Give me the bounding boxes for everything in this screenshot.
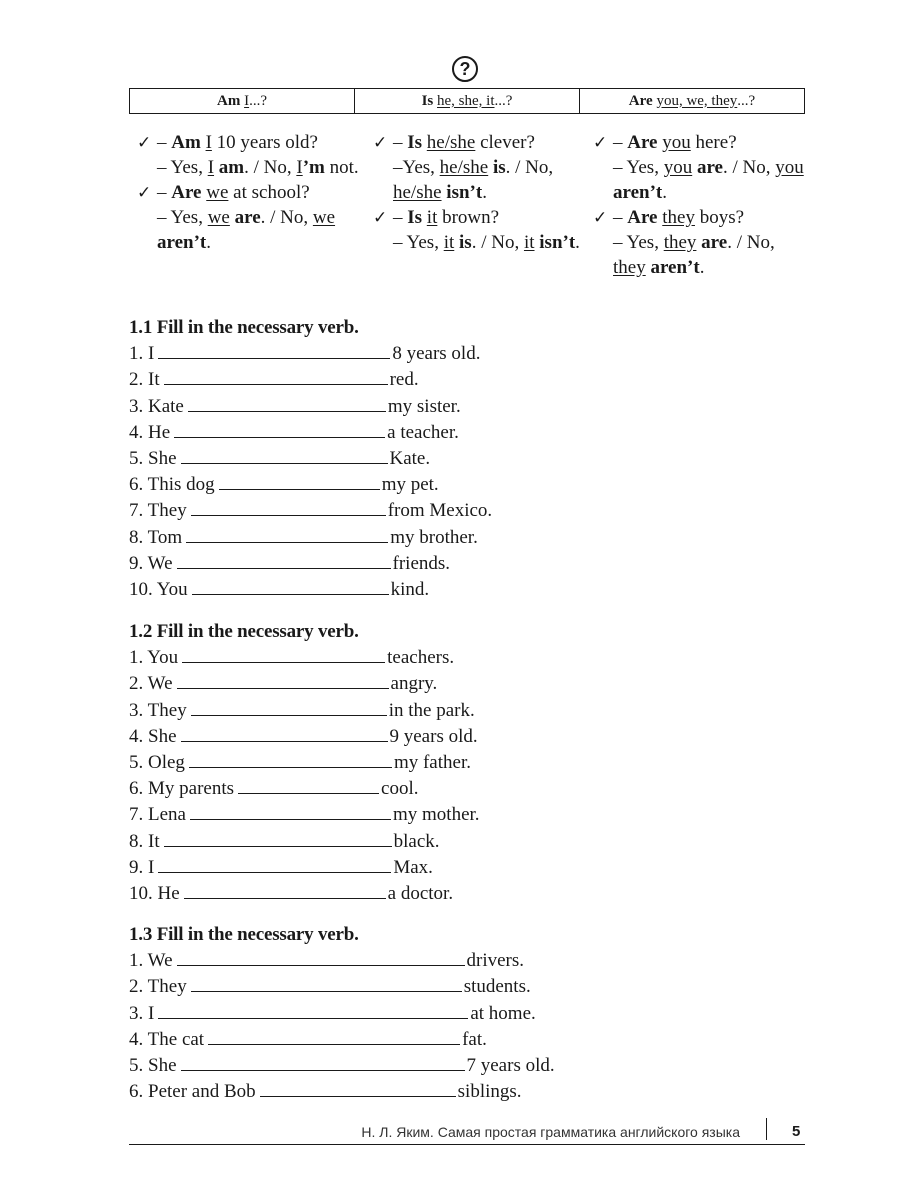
answer-blank[interactable] (186, 524, 388, 543)
header-verb: Is (421, 92, 434, 109)
answer-blank[interactable] (164, 366, 388, 385)
item-subject: 3. They (129, 699, 187, 721)
exercise-item (129, 854, 480, 880)
item-rest: a doctor. (387, 883, 454, 905)
examples-column-are (593, 130, 808, 280)
exercise-1-1 (129, 315, 492, 602)
exercise-item (129, 524, 492, 550)
checkmark-icon: ✓ (137, 133, 152, 152)
item-subject: 7. They (129, 500, 187, 522)
answer-blank[interactable] (191, 497, 386, 516)
item-rest: teachers. (387, 647, 455, 669)
answer-blank[interactable] (177, 550, 391, 569)
exercise-item (129, 697, 480, 723)
footer-book-title: Н. Л. Яким. Самая простая грамматика английского языка (361, 1124, 740, 1140)
exercise-item (129, 973, 555, 999)
example-question: ✓ – Are you here? (593, 132, 737, 153)
checkmark-icon: ✓ (593, 133, 608, 152)
item-rest: angry. (390, 673, 438, 695)
example-answer: – Yes, it is. / No, it isn’t. (393, 232, 580, 253)
item-subject: 1. You (129, 647, 179, 669)
checkmark-icon: ✓ (373, 208, 388, 227)
examples-column-am (137, 130, 367, 255)
item-subject: 10. You (129, 579, 188, 601)
exercise-item (129, 644, 480, 670)
item-rest: Max. (393, 856, 433, 878)
header-verb: Am (217, 92, 241, 109)
answer-blank[interactable] (158, 854, 391, 873)
item-rest: from Mexico. (387, 500, 493, 522)
answer-blank[interactable] (181, 1052, 465, 1071)
exercise-item (129, 775, 480, 801)
exercise-item (129, 445, 492, 471)
example-answer: –Yes, he/she is. / No, he/she isn’t. (393, 157, 554, 203)
exercise-item (129, 366, 492, 392)
exercise-item (129, 670, 480, 696)
checkmark-icon: ✓ (593, 208, 608, 227)
answer-blank[interactable] (208, 1026, 460, 1045)
item-subject: 8. It (129, 830, 160, 852)
header-verb: Are (628, 92, 653, 109)
exercise-item (129, 1078, 555, 1104)
item-rest: red. (389, 369, 419, 391)
answer-blank[interactable] (192, 576, 389, 595)
item-rest: friends. (392, 552, 451, 574)
item-rest: my sister. (387, 395, 461, 417)
item-subject: 5. Oleg (129, 752, 185, 774)
footer-divider (766, 1118, 767, 1140)
answer-blank[interactable] (177, 670, 389, 689)
answer-blank[interactable] (219, 471, 380, 490)
item-rest: at home. (470, 1002, 536, 1024)
item-subject: 6. Peter and Bob (129, 1081, 256, 1103)
question-mark-icon: ? (452, 56, 478, 82)
exercise-item (129, 1000, 555, 1026)
exercise-item (129, 471, 492, 497)
item-subject: 3. I (129, 1002, 155, 1024)
exercise-item (129, 393, 492, 419)
exercise-item (129, 550, 492, 576)
item-subject: 6. This dog (129, 474, 215, 496)
item-rest: my brother. (390, 526, 478, 548)
page-number: 5 (792, 1123, 801, 1140)
item-rest: black. (393, 830, 440, 852)
example-question: ✓ – Is it brown? (373, 207, 500, 228)
header-table (129, 88, 805, 114)
item-subject: 4. She (129, 725, 177, 747)
example-answer: – Yes, I am. / No, I’m not. (157, 157, 359, 178)
item-rest: 9 years old. (389, 725, 478, 747)
answer-blank[interactable] (191, 973, 462, 992)
item-rest: drivers. (466, 950, 525, 972)
header-suffix: ...? (494, 92, 513, 109)
item-rest: my pet. (381, 474, 439, 496)
answer-blank[interactable] (191, 697, 387, 716)
item-subject: 4. He (129, 421, 171, 443)
item-subject: 3. Kate (129, 395, 184, 417)
answer-blank[interactable] (158, 1000, 468, 1019)
item-rest: Kate. (389, 448, 431, 470)
example-answer: – Yes, they are. / No, they aren’t. (613, 232, 775, 278)
answer-blank[interactable] (177, 947, 465, 966)
exercise-item (129, 723, 480, 749)
answer-blank[interactable] (158, 340, 390, 359)
example-question: ✓ – Are they boys? (593, 207, 745, 228)
item-subject: 5. She (129, 448, 177, 470)
item-subject: 1. We (129, 950, 173, 972)
example-question: ✓ – Are we at school? (137, 182, 310, 203)
item-rest: students. (463, 976, 531, 998)
answer-blank[interactable] (181, 445, 388, 464)
item-subject: 1. I (129, 343, 155, 365)
item-rest: fat. (462, 1028, 487, 1050)
answer-blank[interactable] (174, 419, 385, 438)
example-question: ✓ – Am I 10 years old? (137, 132, 318, 153)
example-question: ✓ – Is he/she clever? (373, 132, 535, 153)
answer-blank[interactable] (164, 828, 392, 847)
checkmark-icon: ✓ (137, 183, 152, 202)
header-cell-are (580, 89, 804, 113)
answer-blank[interactable] (184, 880, 386, 899)
example-answer: – Yes, we are. / No, we aren’t. (157, 207, 336, 253)
header-suffix: ...? (737, 92, 756, 109)
checkmark-icon: ✓ (373, 133, 388, 152)
exercise-item (129, 828, 480, 854)
exercise-1-3 (129, 922, 555, 1104)
item-subject: 2. It (129, 369, 160, 391)
item-subject: 10. He (129, 883, 180, 905)
exercise-item (129, 749, 480, 775)
header-pronouns: he, she, it (437, 92, 495, 109)
exercise-item (129, 497, 492, 523)
answer-blank[interactable] (238, 775, 379, 794)
header-pronouns: I (244, 92, 250, 109)
exercise-item (129, 576, 492, 602)
item-subject: 4. The cat (129, 1028, 205, 1050)
item-rest: kind. (390, 579, 430, 601)
item-subject: 9. I (129, 856, 155, 878)
answer-blank[interactable] (182, 644, 385, 663)
example-answer: – Yes, you are. / No, you aren’t. (613, 157, 804, 203)
answer-blank[interactable] (260, 1078, 456, 1097)
exercise-item (129, 880, 480, 906)
item-rest: 8 years old. (392, 343, 481, 365)
item-subject: 7. Lena (129, 804, 186, 826)
item-rest: my mother. (392, 804, 480, 826)
exercise-title: 1.1 Fill in the necessary verb. (129, 317, 359, 338)
item-rest: siblings. (457, 1081, 522, 1103)
item-rest: 7 years old. (466, 1055, 555, 1077)
item-subject: 9. We (129, 552, 173, 574)
item-rest: cool. (381, 778, 419, 800)
header-suffix: ...? (249, 92, 267, 109)
item-rest: in the park. (388, 699, 475, 721)
answer-blank[interactable] (181, 723, 388, 742)
exercise-item (129, 947, 555, 973)
header-cell-is (355, 89, 580, 113)
answer-blank[interactable] (188, 393, 386, 412)
exercise-title: 1.3 Fill in the necessary verb. (129, 924, 359, 945)
item-rest: my father. (393, 752, 471, 774)
exercise-item (129, 1026, 555, 1052)
footer-rule (129, 1144, 805, 1145)
item-subject: 5. She (129, 1055, 177, 1077)
exercise-1-2 (129, 619, 480, 906)
item-rest: a teacher. (387, 421, 459, 443)
header-cell-am (130, 89, 355, 113)
examples-column-is (373, 130, 588, 255)
exercise-item (129, 801, 480, 827)
exercise-item (129, 340, 492, 366)
item-subject: 6. My parents (129, 778, 235, 800)
item-subject: 8. Tom (129, 526, 183, 548)
header-pronouns: you, we, they (656, 92, 738, 109)
answer-blank[interactable] (189, 749, 392, 768)
item-subject: 2. They (129, 976, 187, 998)
item-subject: 2. We (129, 673, 173, 695)
exercise-item (129, 1052, 555, 1078)
answer-blank[interactable] (190, 801, 391, 820)
exercise-title: 1.2 Fill in the necessary verb. (129, 621, 359, 642)
exercise-item (129, 419, 492, 445)
